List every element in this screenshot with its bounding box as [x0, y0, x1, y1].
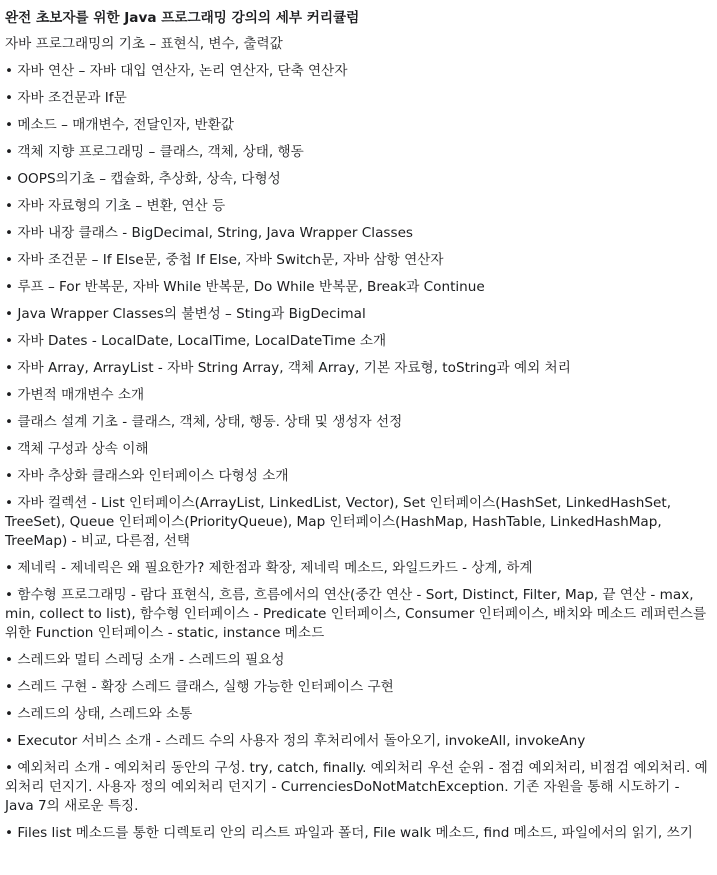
list-item-text: 스레드와 멀티 스레딩 소개 - 스레드의 필요성	[17, 652, 285, 668]
curriculum-list	[5, 62, 711, 843]
bullet-icon: •	[5, 387, 14, 403]
list-item	[5, 494, 711, 551]
list-item-text: 메소드 – 매개변수, 전달인자, 반환값	[17, 117, 234, 133]
list-item	[5, 62, 711, 81]
list-item	[5, 359, 711, 378]
bullet-icon: •	[5, 144, 14, 160]
list-item-text: 가변적 매개변수 소개	[17, 387, 145, 403]
bullet-icon: •	[5, 360, 14, 376]
list-item-text: 자바 Array, ArrayList - 자바 String Array, 객체 Array, 기본 자료형, toString과 예외 처리	[17, 360, 571, 376]
list-item	[5, 413, 711, 432]
list-item	[5, 759, 711, 816]
bullet-icon: •	[5, 306, 14, 322]
bullet-icon: •	[5, 171, 14, 187]
bullet-icon: •	[5, 706, 14, 722]
list-item	[5, 305, 711, 324]
list-item-text: 자바 자료형의 기초 – 변환, 연산 등	[17, 198, 226, 214]
bullet-icon: •	[5, 587, 14, 603]
bullet-icon: •	[5, 652, 14, 668]
list-item-text: OOPS의기초 – 캡슐화, 추상화, 상속, 다형성	[17, 171, 281, 187]
bullet-icon: •	[5, 117, 14, 133]
list-item-text: 제네릭 - 제네릭은 왜 필요한가? 제한점과 확장, 제네릭 메소드, 와일드카드 - 상계, 하계	[17, 560, 533, 576]
list-item-text: 스레드의 상태, 스레드와 소통	[17, 706, 193, 722]
bullet-icon: •	[5, 90, 14, 106]
bullet-icon: •	[5, 495, 14, 511]
bullet-icon: •	[5, 441, 14, 457]
list-item-text: 루프 – For 반복문, 자바 While 반복문, Do While 반복문, Break과 Continue	[17, 279, 485, 295]
list-item-text: 자바 추상화 클래스와 인터페이스 다형성 소개	[17, 468, 289, 484]
list-item-text: 자바 연산 – 자바 대입 연산자, 논리 연산자, 단축 연산자	[17, 63, 348, 79]
bullet-icon: •	[5, 333, 14, 349]
bullet-icon: •	[5, 560, 14, 576]
list-item	[5, 824, 711, 843]
list-item-text: 자바 컬렉션 - List 인터페이스(ArrayList, LinkedList, Vector), Set 인터페이스(HashSet, LinkedHashSet, TreeSet), Queue 인터페이스(PriorityQueue), Map 인터페이스(HashMap, HashTable, LinkedHashMap, TreeMap) - 비교, 다른점, 선택	[5, 495, 672, 549]
list-item-text: 자바 조건문과 If문	[17, 90, 127, 106]
bullet-icon: •	[5, 733, 14, 749]
list-item-text: Executor 서비스 소개 - 스레드 수의 사용자 정의 후처리에서 돌아오기, invokeAll, invokeAny	[17, 733, 586, 749]
list-item	[5, 224, 711, 243]
list-item	[5, 705, 711, 724]
list-item-text: 자바 내장 클래스 - BigDecimal, String, Java Wrapper Classes	[17, 225, 414, 241]
document-title: 완전 초보자를 위한 Java 프로그래밍 강의의 세부 커리큘럼	[5, 10, 360, 26]
list-item	[5, 651, 711, 670]
list-item	[5, 440, 711, 459]
list-item-text: Files list 메소드를 통한 디렉토리 안의 리스트 파일과 폴더, File walk 메소드, find 메소드, 파일에서의 읽기, 쓰기	[17, 825, 693, 841]
bullet-icon: •	[5, 414, 14, 430]
list-item	[5, 170, 711, 189]
list-item	[5, 143, 711, 162]
bullet-icon: •	[5, 468, 14, 484]
bullet-icon: •	[5, 198, 14, 214]
list-item	[5, 89, 711, 108]
list-item-text: 클래스 설계 기초 - 클래스, 객체, 상태, 행동. 상태 및 생성자 선정	[17, 414, 403, 430]
bullet-icon: •	[5, 63, 14, 79]
bullet-icon: •	[5, 825, 14, 841]
list-item-text: 함수형 프로그래밍 - 람다 표현식, 흐름, 흐름에서의 연산(중간 연산 - Sort, Distinct, Filter, Map, 끝 연산 - max, min, collect to list), 함수형 인터페이스 - Predicate 인터페이스, Consumer 인터페이스, 배치와 메소드 레퍼런스를 위한 Function 인터페이스 - static, instance 메소드	[5, 587, 707, 641]
list-item-text: 예외처리 소개 - 예외처리 동안의 구성. try, catch, finally. 예외처리 우선 순위 - 점검 예외처리, 비점검 예외처리. 예외처리 던지기. 사용자 정의 예외처리 던지기 - CurrenciesDoNotMatchException. 기존 자원을 통해 시도하기 - Java 7의 새로운 특징.	[5, 760, 708, 814]
list-item	[5, 116, 711, 135]
bullet-icon: •	[5, 679, 14, 695]
list-item	[5, 559, 711, 578]
list-item-text: 스레드 구현 - 확장 스레드 클래스, 실행 가능한 인터페이스 구현	[17, 679, 394, 695]
list-item	[5, 678, 711, 697]
bullet-icon: •	[5, 225, 14, 241]
list-item-text: 객체 지향 프로그래밍 – 클래스, 객체, 상태, 행동	[17, 144, 304, 160]
list-item	[5, 197, 711, 216]
list-item	[5, 386, 711, 405]
list-item-text: 자바 조건문 – If Else문, 중첩 If Else, 자바 Switch문, 자바 삼항 연산자	[17, 252, 444, 268]
bullet-icon: •	[5, 252, 14, 268]
bullet-icon: •	[5, 279, 14, 295]
list-item	[5, 732, 711, 751]
list-item-text: 객체 구성과 상속 이해	[17, 441, 149, 457]
list-item	[5, 467, 711, 486]
list-item-text: Java Wrapper Classes의 불변성 – Sting과 BigDecimal	[17, 306, 366, 322]
list-item	[5, 586, 711, 643]
document-subtitle: 자바 프로그래밍의 기초 – 표현식, 변수, 출력값	[5, 36, 283, 52]
list-item	[5, 278, 711, 297]
list-item	[5, 251, 711, 270]
bullet-icon: •	[5, 760, 14, 776]
list-item	[5, 332, 711, 351]
list-item-text: 자바 Dates - LocalDate, LocalTime, LocalDateTime 소개	[17, 333, 387, 349]
